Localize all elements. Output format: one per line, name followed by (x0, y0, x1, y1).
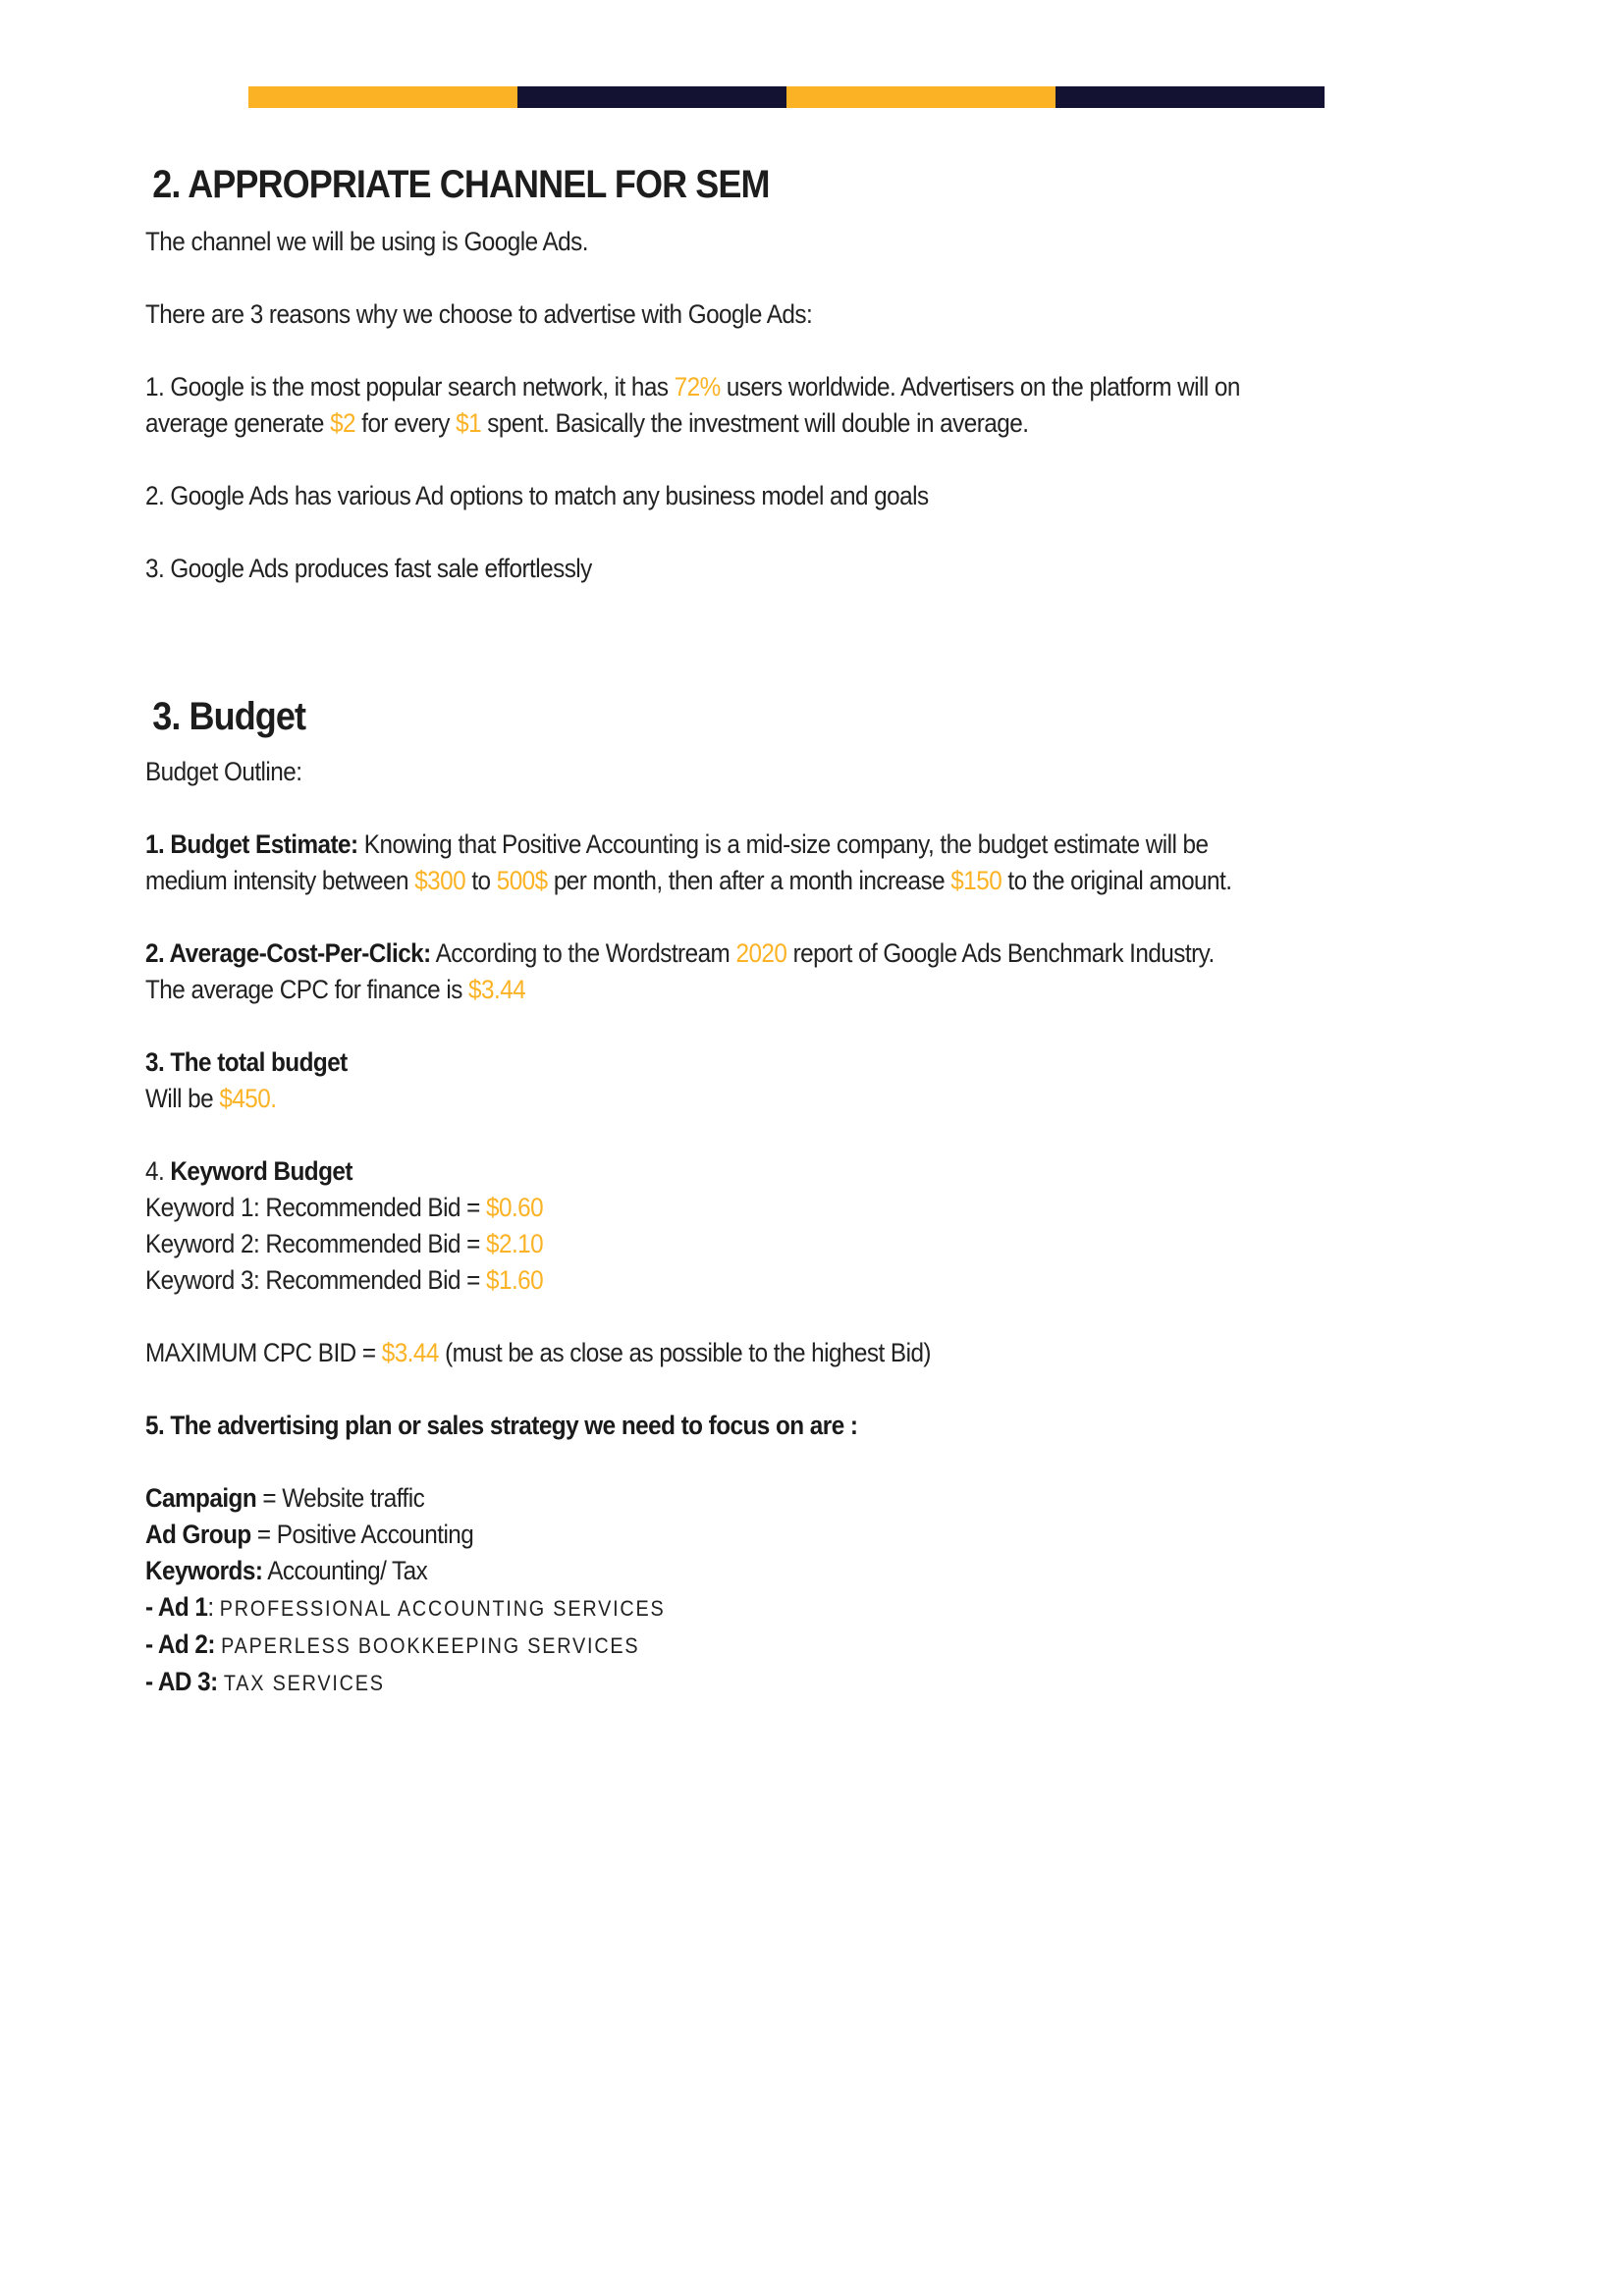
campaign-line: Campaign = Website traffic (145, 1483, 425, 1513)
amount-highlight: $150 (950, 866, 1002, 895)
reasons-intro: There are 3 reasons why we choose to advertise with Google Ads: (145, 299, 813, 329)
ad-copy: TAX SERVICES (223, 1671, 385, 1695)
amount-highlight: 500$ (496, 866, 548, 895)
amount-highlight: $1.60 (486, 1265, 544, 1295)
amount-highlight: $3.44 (381, 1338, 439, 1367)
header-color-bar (248, 86, 1325, 108)
budget-estimate: 1. Budget Estimate: Knowing that Positive Accounting is a mid-size company, the budget estimate will be medium intensity between $300 to 500$ per month, then after a month increase $150 to the original amount. (145, 829, 1232, 895)
strategy-heading: 5. The advertising plan or sales strategy we need to focus on are : (145, 1411, 858, 1440)
section-heading-channel: 2. APPROPRIATE CHANNEL FOR SEM (152, 163, 770, 206)
amount-highlight: $300 (414, 866, 466, 895)
keyword-bid-line: Keyword 1: Recommended Bid = $0.60 (145, 1193, 544, 1222)
reason-1: 1. Google is the most popular search network, it has 72% users worldwide. Advertisers on the platform will on average generate $2 for every $1 spent. Basically the investment will double in average. (145, 372, 1240, 438)
header-bar-segment (248, 86, 517, 108)
ad-line: - AD 3: TAX SERVICES (145, 1667, 385, 1696)
amount-highlight: $0.60 (486, 1193, 544, 1222)
amount-highlight: $3.44 (468, 975, 526, 1004)
amount-highlight: $2.10 (486, 1229, 544, 1258)
channel-statement: The channel we will be using is Google Ads. (145, 227, 588, 256)
ad-line: - Ad 2: PAPERLESS BOOKKEEPING SERVICES (145, 1629, 640, 1659)
header-bar-segment (786, 86, 1056, 108)
budget-outline-label: Budget Outline: (145, 757, 302, 786)
ad-copy: PAPERLESS BOOKKEEPING SERVICES (221, 1633, 640, 1658)
stat-highlight: 72% (674, 372, 721, 401)
header-bar-segment (1056, 86, 1325, 108)
ad-copy: PROFESSIONAL ACCOUNTING SERVICES (219, 1596, 666, 1621)
year-highlight: 2020 (735, 938, 787, 968)
header-bar-segment (517, 86, 786, 108)
section-heading-budget: 3. Budget (152, 695, 306, 738)
keywords-line: Keywords: Accounting/ Tax (145, 1556, 428, 1585)
ad-group-line: Ad Group = Positive Accounting (145, 1520, 474, 1549)
ad-line: - Ad 1: PROFESSIONAL ACCOUNTING SERVICES (145, 1592, 666, 1622)
amount-highlight: $2 (330, 408, 356, 438)
total-budget-label: 3. The total budget (145, 1047, 348, 1077)
keyword-budget-heading: 4. Keyword Budget (145, 1156, 352, 1186)
amount-highlight: $1 (456, 408, 482, 438)
average-cpc: 2. Average-Cost-Per-Click: According to the Wordstream 2020 report of Google Ads Benchmark Industry. The average CPC for finance is $3.44 (145, 938, 1215, 1004)
keyword-bid-line: Keyword 3: Recommended Bid = $1.60 (145, 1265, 544, 1295)
max-cpc-bid: MAXIMUM CPC BID = $3.44 (must be as close as possible to the highest Bid) (145, 1338, 931, 1367)
reason-3: 3. Google Ads produces fast sale effortlessly (145, 554, 592, 583)
total-budget-value: Will be $450. (145, 1084, 277, 1113)
amount-highlight: $450. (219, 1084, 277, 1113)
keyword-bid-line: Keyword 2: Recommended Bid = $2.10 (145, 1229, 544, 1258)
document-body (145, 157, 1241, 1701)
reason-2: 2. Google Ads has various Ad options to match any business model and goals (145, 481, 929, 510)
